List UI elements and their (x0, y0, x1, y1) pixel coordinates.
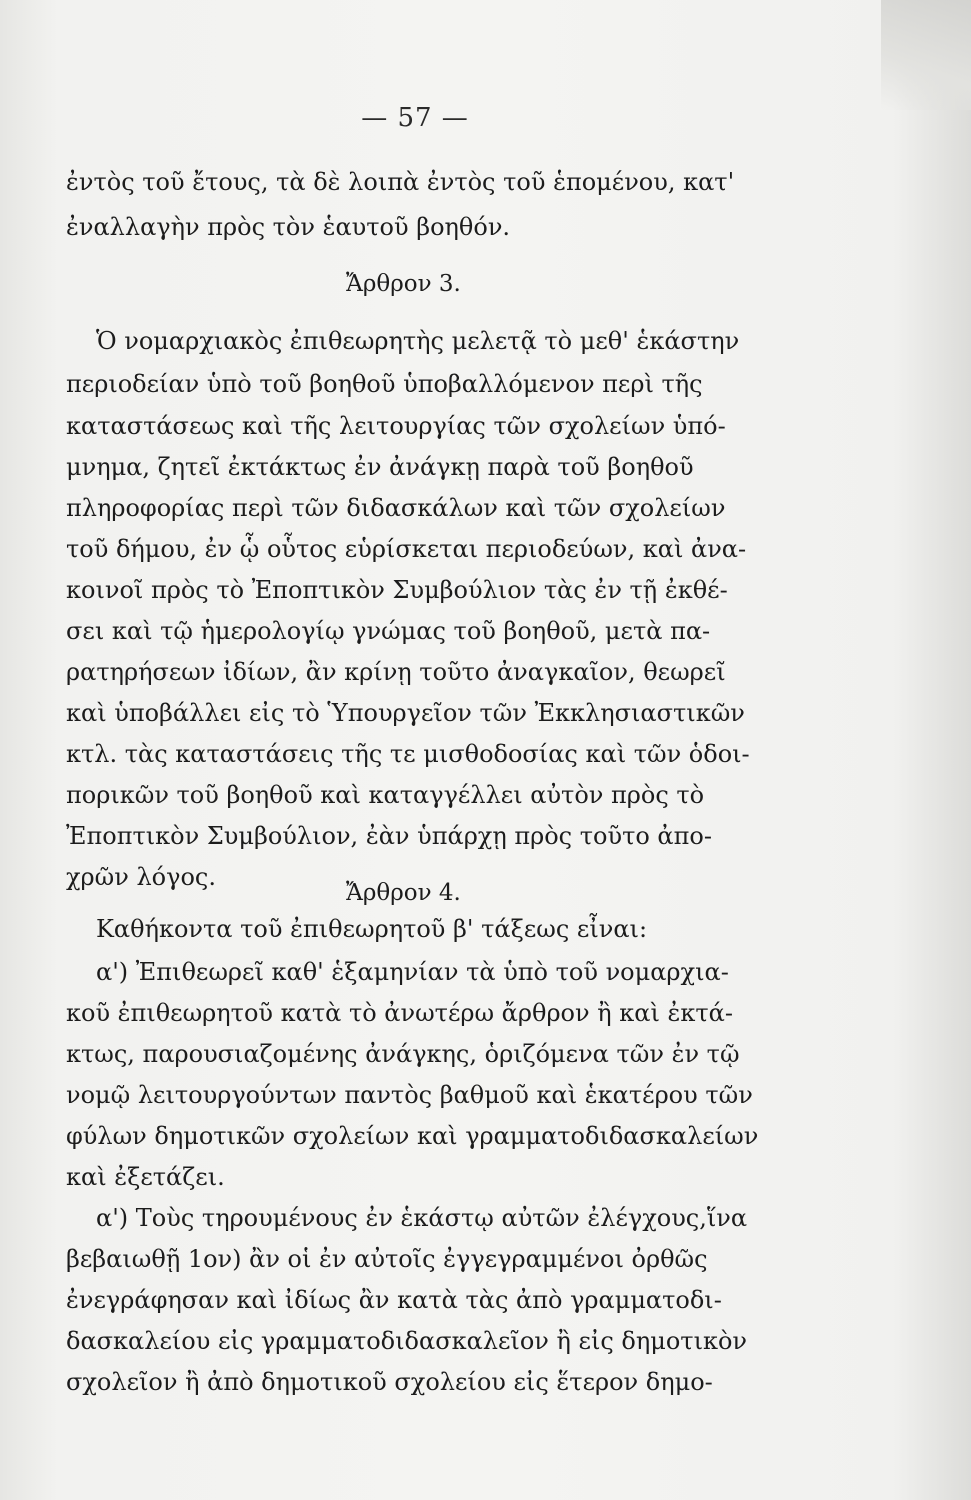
text-line: Ἐποπτικὸν Συμβούλιον, ἐὰν ὑπάρχῃ πρὸς τοῦτο ἀπο- (66, 822, 712, 850)
text-line: δασκαλείου εἰς γραμματοδιδασκαλεῖον ἢ εἰς δημοτικὸν (66, 1327, 748, 1355)
text-line: βεβαιωθῇ 1ον) ἂν οἱ ἐν αὐτοῖς ἐγγεγραμμένοι ὀρθῶς (66, 1245, 708, 1273)
text-line: τοῦ δήμου, ἐν ᾧ οὗτος εὑρίσκεται περιοδεύων, καὶ ἀνα- (66, 535, 747, 563)
text-line: Καθήκοντα τοῦ ἐπιθεωρητοῦ β' τάξεως εἶναι: (96, 915, 648, 943)
text-line: Ὁ νομαρχιακὸς ἐπιθεωρητὴς μελετᾷ τὸ μεθ' ἑκάστην (96, 327, 740, 355)
text-line: σει καὶ τῷ ἡμερολογίῳ γνώμας τοῦ βοηθοῦ, μετὰ πα- (66, 617, 711, 645)
text-line: κτως, παρουσιαζομένης ἀνάγκης, ὁριζόμενα τῶν ἐν τῷ (66, 1040, 740, 1068)
text-line: χρῶν λόγος. (66, 863, 216, 891)
text-line: καὶ ἐξετάζει. (66, 1163, 225, 1191)
page-corner-fold (881, 0, 971, 110)
page-number: — 57 — (361, 103, 469, 133)
article-heading: Ἄρθρον 3. (346, 271, 461, 297)
text-line: περιοδείαν ὑπὸ τοῦ βοηθοῦ ὑποβαλλόμενον περὶ τῆς (66, 370, 703, 398)
text-line: κοῦ ἐπιθεωρητοῦ κατὰ τὸ ἀνωτέρω ἄρθρον ἢ καὶ ἐκτά- (66, 999, 733, 1027)
text-line: καὶ ὑποβάλλει εἰς τὸ Ὑπουργεῖον τῶν Ἐκκλησιαστικῶν (66, 699, 745, 727)
text-line: ρατηρήσεων ἰδίων, ἂν κρίνῃ τοῦτο ἀναγκαῖον, θεωρεῖ (66, 658, 726, 686)
text-line: ἐντὸς τοῦ ἔτους, τὰ δὲ λοιπὰ ἐντὸς τοῦ ἑπομένου, κατ' (66, 168, 735, 196)
text-line: πληροφορίας περὶ τῶν διδασκάλων καὶ τῶν σχολείων (66, 494, 726, 522)
text-line: καταστάσεως καὶ τῆς λειτουργίας τῶν σχολείων ὑπό- (66, 412, 726, 440)
text-line: φύλων δημοτικῶν σχολείων καὶ γραμματοδιδασκαλείων (66, 1122, 759, 1150)
text-line: σχολεῖον ἢ ἀπὸ δημοτικοῦ σχολείου εἰς ἕτερον δημο- (66, 1368, 713, 1396)
article-heading: Ἄρθρον 4. (346, 880, 461, 906)
text-line: κτλ. τὰς καταστάσεις τῆς τε μισθοδοσίας καὶ τῶν ὁδοι- (66, 740, 750, 768)
text-line: μνημα, ζητεῖ ἐκτάκτως ἐν ἀνάγκῃ παρὰ τοῦ βοηθοῦ (66, 453, 694, 481)
text-line: πορικῶν τοῦ βοηθοῦ καὶ καταγγέλλει αὐτὸν πρὸς τὸ (66, 781, 705, 809)
text-line: α') Τοὺς τηρουμένους ἐν ἑκάστῳ αὐτῶν ἐλέγχους,ἵνα (96, 1204, 748, 1232)
text-line: ἐναλλαγὴν πρὸς τὸν ἑαυτοῦ βοηθόν. (66, 213, 511, 241)
text-line: ἐνεγράφησαν καὶ ἰδίως ἂν κατὰ τὰς ἀπὸ γραμματοδι- (66, 1286, 722, 1314)
text-line: νομῷ λειτουργούντων παντὸς βαθμοῦ καὶ ἑκατέρου τῶν (66, 1081, 753, 1109)
text-line: κοινοῖ πρὸς τὸ Ἐποπτικὸν Συμβούλιον τὰς ἐν τῇ ἐκθέ- (66, 576, 728, 604)
text-line: α') Ἐπιθεωρεῖ καθ' ἑξαμηνίαν τὰ ὑπὸ τοῦ νομαρχια- (96, 958, 729, 986)
